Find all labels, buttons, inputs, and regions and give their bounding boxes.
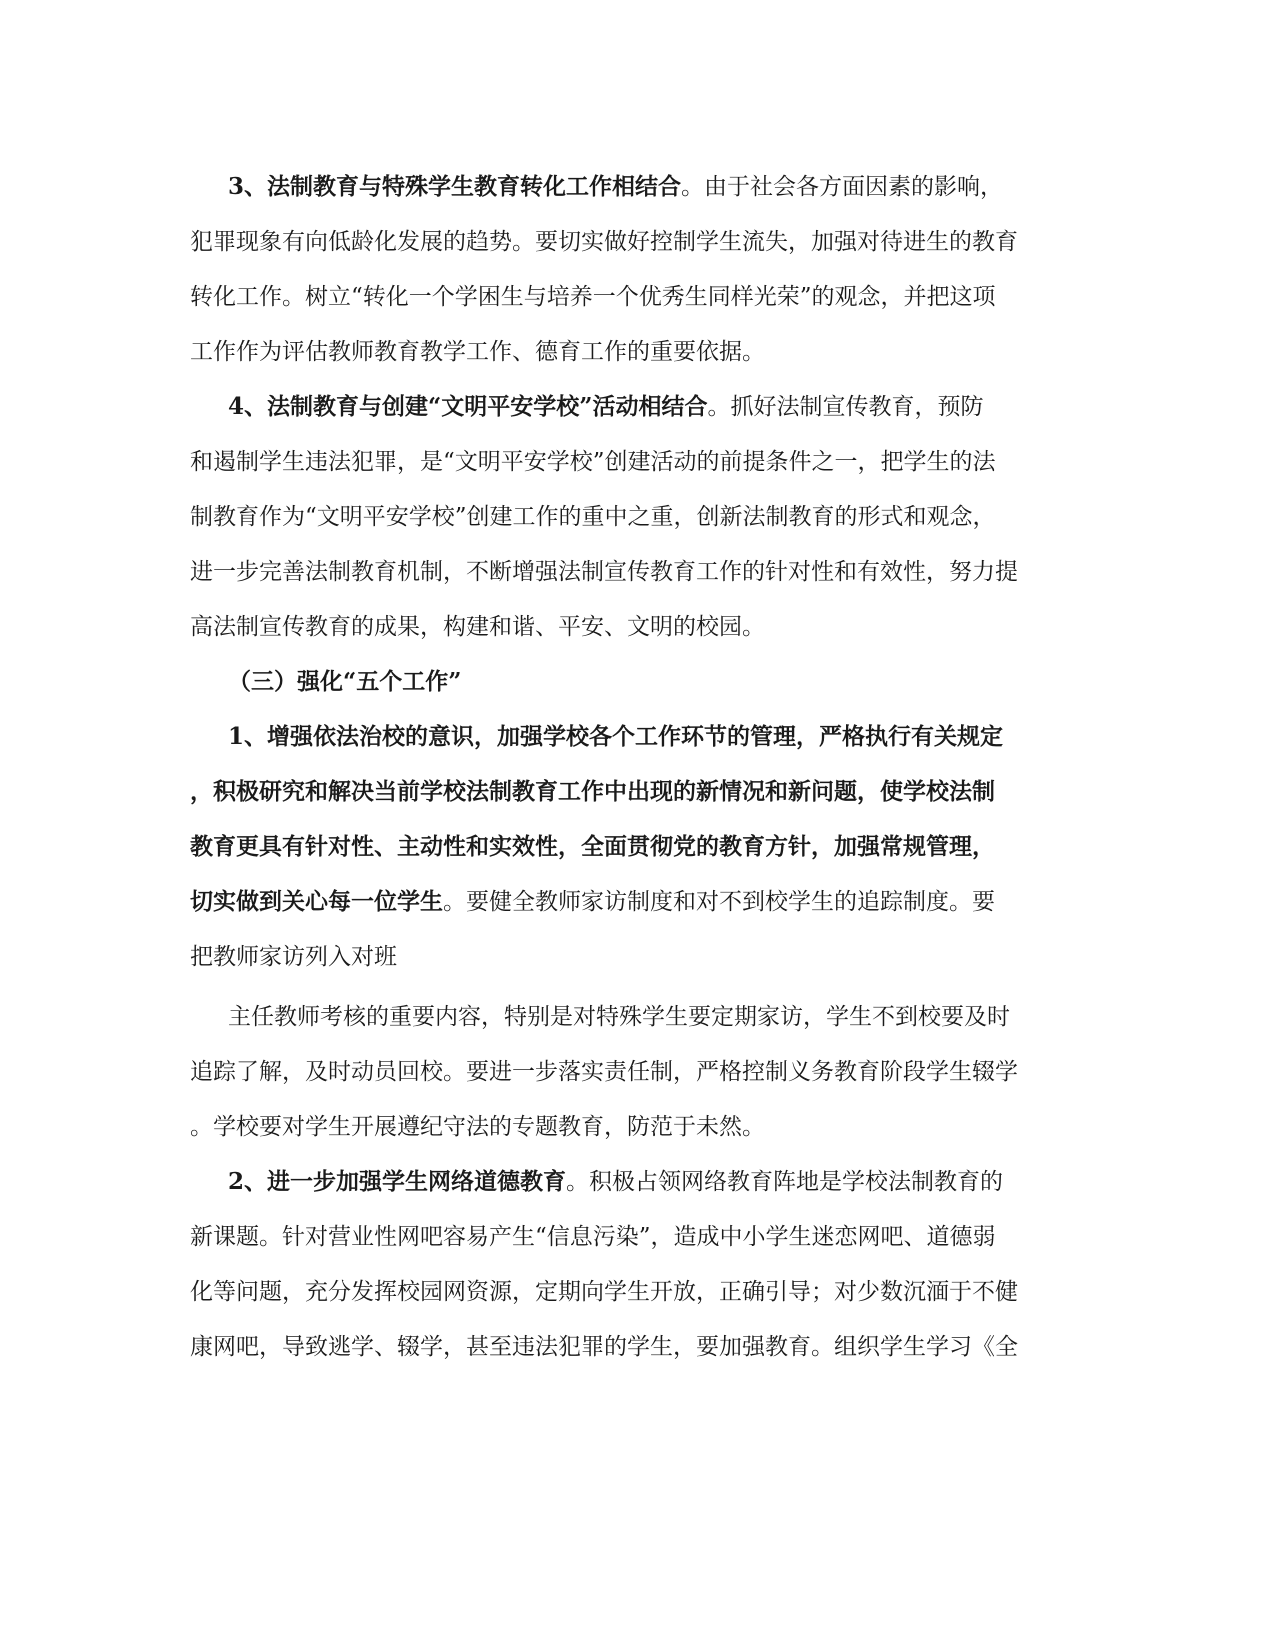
line-text: 进一步完善法制教育机制，不断增强法制宣传教育工作的针对性和有效性，努力提 xyxy=(190,559,1018,585)
line-text: 制教育作为“文明平安学校”创建工作的重中之重，创新法制教育的形式和观念， xyxy=(190,504,996,530)
line-text: 。积极占领网络教育阵地是学校法制教育的 xyxy=(566,1169,1004,1195)
text-line xyxy=(190,557,1090,587)
paragraph-1-line xyxy=(228,722,1128,752)
line-text: 。要健全教师家访制度和对不到校学生的追踪制度。要 xyxy=(443,889,995,915)
text-line xyxy=(190,227,1090,257)
paragraph-heading: 4、法制教育与创建“文明平安学校”活动相结合 xyxy=(228,393,708,420)
line-text: 把教师家访列入对班 xyxy=(190,944,397,970)
line-text: 工作作为评估教师教育教学工作、德育工作的重要依据。 xyxy=(190,339,765,365)
line-text: 新课题。针对营业性网吧容易产生“信息污染”，造成中小学生迷恋网吧、道德弱 xyxy=(190,1224,996,1250)
bold-text: 切实做到关心每一位学生 xyxy=(190,888,443,915)
text-line xyxy=(228,1002,1128,1032)
text-line xyxy=(190,447,1090,477)
text-line xyxy=(190,942,1090,972)
text-line xyxy=(190,1332,1090,1362)
line-text: 。由于社会各方面因素的影响， xyxy=(681,174,1004,200)
text-line xyxy=(190,502,1090,532)
paragraph-2-line xyxy=(228,1167,1128,1197)
paragraph-3-line xyxy=(228,172,1128,202)
line-text: 康网吧，导致逃学、辍学，甚至违法犯罪的学生，要加强教育。组织学生学习《全 xyxy=(190,1334,1018,1360)
text-line xyxy=(190,612,1090,642)
text-line xyxy=(190,282,1090,312)
text-line xyxy=(190,832,1090,862)
text-line xyxy=(190,1112,1090,1142)
line-text: 犯罪现象有向低龄化发展的趋势。要切实做好控制学生流失，加强对待进生的教育 xyxy=(190,229,1018,255)
line-text: 追踪了解，及时动员回校。要进一步落实责任制，严格控制义务教育阶段学生辍学 xyxy=(190,1059,1018,1085)
line-text: 。抓好法制宣传教育，预防 xyxy=(707,394,984,420)
paragraph-heading: 3、法制教育与特殊学生教育转化工作相结合 xyxy=(228,173,682,200)
text-line xyxy=(190,887,1090,917)
line-text: 转化工作。树立“转化一个学困生与培养一个优秀生同样光荣”的观念，并把这项 xyxy=(190,284,996,310)
text-line xyxy=(190,337,1090,367)
section-heading xyxy=(228,667,1128,697)
text-line xyxy=(190,1222,1090,1252)
bold-text: ，积极研究和解决当前学校法制教育工作中出现的新情况和新问题，使学校法制 xyxy=(190,778,995,805)
paragraph-heading: 2、进一步加强学生网络道德教育 xyxy=(228,1168,567,1195)
text-line xyxy=(190,1057,1090,1087)
text-line xyxy=(190,777,1090,807)
line-text: 。学校要对学生开展遵纪守法的专题教育，防范于未然。 xyxy=(190,1114,765,1140)
line-text: 和遏制学生违法犯罪，是“文明平安学校”创建活动的前提条件之一，把学生的法 xyxy=(190,449,996,475)
section-heading-text: （三）强化“五个工作” xyxy=(228,668,462,695)
line-text: 化等问题，充分发挥校园网资源，定期向学生开放，正确引导；对少数沉湎于不健 xyxy=(190,1279,1018,1305)
bold-text: 教育更具有针对性、主动性和实效性，全面贯彻党的教育方针，加强常规管理， xyxy=(190,833,995,860)
line-text: 主任教师考核的重要内容，特别是对特殊学生要定期家访，学生不到校要及时 xyxy=(228,1004,1010,1030)
line-text: 高法制宣传教育的成果，构建和谐、平安、文明的校园。 xyxy=(190,614,765,640)
paragraph-4-line xyxy=(228,392,1128,422)
bold-text: 1、增强依法治校的意识，加强学校各个工作环节的管理，严格执行有关规定 xyxy=(228,723,1004,750)
text-line xyxy=(190,1277,1090,1307)
